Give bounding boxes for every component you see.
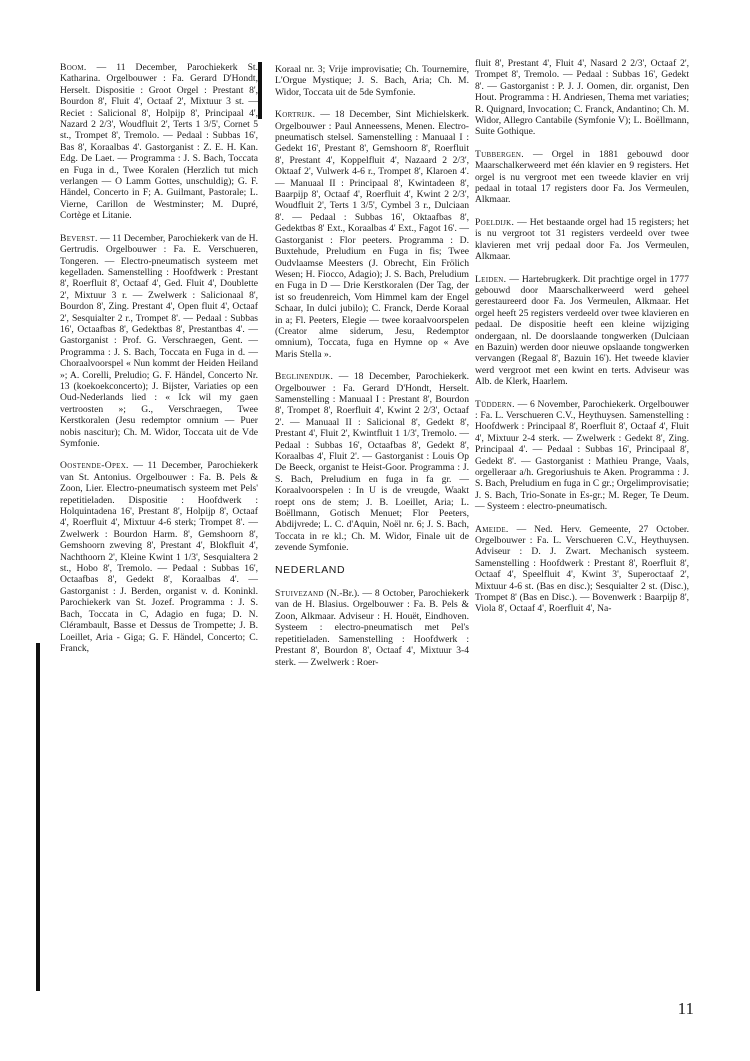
place-name: Beverst. — [60, 232, 98, 244]
place-name: Ameide. — [475, 523, 509, 535]
entry-leiden — [475, 274, 689, 388]
entry-text: — 11 December, Parochiekerk van St. Antonius. Orgelbouwer : Fa. B. Pels & Zoon, Lier. Electro-pneumatisch systeem met Pels' repetitieladen. Dispositie : Hoofdwerk : Holquintadena 16', Prestant 8', Holpijp 8', Octaaf 4', Roerfluit 4', Mixtuur 4-6 sterk; Trompet 8'. — Zwelwerk : Bourdon Harm. 8', Gemshoorn 8', Gemshoorn zweving 8', Prestant 4', Blokfluit 4', Nachthoorn 2', Kleine Kwint 1 1/3', Sesquialtera 2 st., Hobo 8', Tremolo. — Pedaal : Subbas 16', Octaafbas 8', Gedekt 8', Koraalbas 4'. — Gastorganist : J. Berden, organist v. d. Koninkl. Parochiekerk van St. Jozef. Programma : J. S. Bach, Toccata in C, Adagio en fuga; D. N. Clérambault, Basse et Dessus de Trompette; J. B. Loeillet, Aria - Giga; G. F. Händel, Concerto; C. Franck, — [60, 460, 258, 654]
entry-text: (N.-Br.). — 8 October, Parochiekerk van de H. Blasius. Orgelbouwer : Fa. B. Pels & Zoon, Alkmaar. Adviseur : H. Houët, Eindhoven. Systeem : electro-pneumatisch met Pel's repetitieladen. Samenstelling : Hoofdwerk : Prestant 8', Bourdon 8', Octaaf 4', Mixtuur 3-4 sterk. — Zwelwerk : Roer- — [275, 588, 469, 668]
column-2 — [275, 64, 469, 679]
place-name: Poeldijk. — [475, 216, 515, 228]
place-name: Leiden. — [475, 273, 507, 285]
entry-text: fluit 8', Prestant 4', Fluit 4', Nasard 2 2/3', Octaaf 2', Trompet 8', Tremolo. — Pedaal : Subbas 16', Gedekt 8'. — Gastorganist : P. J. J. Oomen, dir. organist, Den Hout. Programma : H. Andriesen, Thema met variaties; R. Quignard, Invocation; C. Franck, Andantino; Ch. M. Widor, Allegro Cantabile (Symfonie V); L. Boëllmann, Suite Gothique. — [475, 58, 689, 138]
column-1 — [60, 62, 258, 665]
entry-text: — Ned. Herv. Gemeente, 27 October. Orgelbouwer : Fa. L. Verschueren C.V., Heythuysen. Adviseur : D. J. Zwart. Mechanisch systeem. Samenstelling : Hoofdwerk : Prestant 8', Roerfluit 8', Octaaf 4', Speelfluit 4', Kwint 3', Superoctaaf 2', Mixtuur 4-6 st. (Bas en disc.); Sesquialter 2 st. (Disc.), Trompet 8' (Bas en Disc.). — Bovenwerk : Baarpijp 8', Viola 8', Octaaf 4', Roerfluit 4', Na- — [475, 523, 689, 615]
entry-poeldijk — [475, 217, 689, 263]
margin-rule — [258, 62, 262, 119]
entry-oostende-opex — [60, 460, 258, 654]
entry-continued — [475, 58, 689, 138]
page-number: 11 — [677, 999, 694, 1018]
entry-text: — Hartebrugkerk. Dit prachtige orgel in 1777 gebouwd door Maarschalkerweerd werd geheel gerestaureerd door Fa. Jos Vermeulen, Alkmaar. Het orgel heeft 25 registers verdeeld over twee klavieren en pedaal. De dispositie heeft een kleine wijziging ondergaan, nl. De doorslaande tongwerken (Dulciaan en Bazuin) werden door nieuwe opslaande tongwerken vervangen (Regaal 8', Bazuin 16'). Het tweede klavier werd vergroot met een kwint en terts. Adviseur was Alb. de Klerk, Haarlem. — [475, 273, 689, 388]
entry-stuivezand — [275, 588, 469, 668]
place-name: Oostende-Opex. — [60, 460, 129, 472]
entry-text: Koraal nr. 3; Vrije improvisatie; Ch. Tournemire, L'Orgue Mystique; J. S. Bach, Aria; Ch. M. Widor, Toccata uit de 5de Symfonie. — [275, 64, 469, 98]
entry-text: — Het bestaande orgel had 15 registers; het is nu vergroot tot 31 registers verdeeld over twee klavieren met vrij pedaal door Fa. Jos Vermeulen, Alkmaar. — [475, 216, 689, 263]
entry-text: — 11 December, Parochiekerk van de H. Gertrudis. Orgelbouwer : Fa. E. Verschueren, Tongeren. — Electro-pneumatisch systeem met kegelladen. Samenstelling : Hoofdwerk : Prestant 8', Roerfluit 8', Octaaf 4', Ged. Fluit 4', Doublette 2', Mixtuur 3 r. — Zwelwerk : Salicionaal 8', Bourdon 8', Zing. Prestant 4', Open fluit 4', Octaaf 2', Sesquialter 2 r., Trompet 8'. — Pedaal : Subbas 16', Octaafbas 8', Gedektbas 8', Prestantbas 4'. — Gastorganist : Prof. G. Verschraegen, Gent. — Programma : J. S. Bach, Toccata en Fuga in d. — Choraalvoorspel « Nun kommt der Heiden Heiland »; A. Corelli, Preludio; G. F. Händel, Concerto Nr. 13 (koekoekconcerto); J. Bijster, Variaties op een Oud-Nederlands lied : « Ick wil my gaen vertroosten »; G., Verschraegen, Twee Kerstkoralen (Jesu redemptor omnium — Puer nobis nascitur); Ch. M. Widor, Toccata uit de Vde Symfonie. — [60, 232, 258, 449]
column-3 — [475, 58, 689, 626]
place-name: Boom. — [60, 62, 87, 73]
entry-text: — 18 December, Parochiekerk. Orgelbouwer : Fa. Gerard D'Hondt, Herselt. Samenstelling : Manuaal I : Prestant 8', Bourdon 8', Trompet 8', Roerfluit 4', Kwint 2 2/3', Octaaf 2'. — Manuaal II : Salicional 8', Gedekt 8', Prestant 4', Fluit 2', Kwintfluit 1 1/3', Tremolo. — Pedaal : Subbas 16', Octaafbas 8', Gedekt 8', Koraalbas 4', Fluit 2'. — Gastorganist : Louis Op De Beeck, organist te Heist-Goor. Programma : J. S. Bach, Preludium en fuga in fa gr. — Koraalvoorspelen : In U is de vreugde, Waakt roept ons de stem; J. B. Loeillet, Aria; L. Boëllmann, Gotisch Menuet; Flor Peeters, Abdijvrede; L. C. d'Aquin, Noël nr. 6; J. S. Bach, Toccata in re kl.; Ch. M. Widor, Finale uit de zevende Symfonie. — [275, 371, 469, 554]
entry-kortrijk — [275, 109, 469, 360]
entry-text: — 6 November, Parochiekerk. Orgelbouwer : Fa. L. Verschueren C.V., Heythuysen. Samenstelling : Hoofdwerk : Principaal 8', Roerfluit 8', Octaaf 4', Fluit 4', Mixtuur 2-4 sterk. — Zwelwerk : Gedekt 8', Zing. Principaal 4'. — Pedaal : Subbas 16', Principaal 8', Gedekt 8'. — Gastorganist : Mathieu Prange, Vaals, orgelleraar a/h. Gregoriushuis te Aken. Programma : J. S. Bach, Preludium en fuga in C gr.; Orgelimprovisatie; J. S. Bach, Trio-Sonate in Es-gr.; M. Reger, Te Deum. — Systeem : electro-pneumatisch. — [475, 398, 689, 513]
entry-beglinendijk — [275, 371, 469, 554]
place-name: Tüddern. — [475, 398, 515, 410]
entry-boom — [60, 62, 258, 222]
entry-continued — [275, 64, 469, 98]
entry-text: — 11 December, Parochiekerk St. Katharina. Orgelbouwer : Fa. Gerard D'Hondt, Herselt. Dispositie : Groot Orgel : Prestant 8', Bourdon 8', Fluit 4', Octaaf 2', Mixtuur 3 st. — Reciet : Salicional 8', Holpijp 8', Principaal 4', Nazard 2 2/3', Woudfluit 2', Terts 1 3/5', Cornet 5 st., Trompet 8', Tremolo. — Pedaal : Subbas 16', Bas 8', Koraalbas 4'. Gastorganist : Z. E. H. Kan. Edg. De Laet. — Programma : J. S. Bach, Toccata en Fuga in d., Twee Koralen (Herzlich tut mich verlangen — O Lamm Gottes, unschuldig); G. F. Händel, Concerto in F; A. Guilmant, Pastorale; L. Vierne, Carillon de Westminster; M. Dupré, Cortège et Litanie. — [60, 62, 258, 222]
section-heading: NEDERLAND — [275, 563, 346, 576]
place-name: Tubbergen. — [475, 148, 524, 160]
entry-ameide — [475, 524, 689, 615]
place-name: Kortrijk. — [275, 109, 316, 121]
margin-rule — [36, 643, 40, 991]
entry-tubbergen — [475, 149, 689, 206]
entry-beverst — [60, 233, 258, 450]
entry-text: — 18 December, Sint Michielskerk. Orgelbouwer : Paul Anneessens, Menen. Electro-pneumatisch stelsel. Samenstelling : Manuaal I : Gedekt 16', Prestant 8', Gemshoorn 8', Roerfluit 8', Prestant 4', Koppelfluit 4', Nazaard 2 2/3', Oktaaf 2', Vulwerk 4-6 r., Trompet 8', Klaroen 4'. — Manuaal II : Principaal 8', Kwintadeen 8', Baarpijp 8', Octaaf 4', Roerfluit 4', Kwint 2 2/3', Woudfluit 2', Terts 1 3/5', Cymbel 3 r., Dulciaan 8'. — Pedaal : Subbas 16', Oktaafbas 8', Gedektbas 8' Ext., Koraalbas 4' Ext., Fagot 16'. — Gastorganist : Flor peeters. Programma : D. Buxtehude, Preludium en Fuga in fis; Twee Oudvlaamse Meesters (J. Obrecht, Ein Frölich Wesen; H. Fiocco, Adagio); J. S. Bach, Preludium en Fuga in D — Drie Kerstkoralen (Der Tag, der ist so freudenreich, Vom Himmel kam der Engel Schaar, In dulci jubilo); C. Franck, Derde Koraal in a; Fl. Peeters, Elegie — twee koraalvoorspelen (Creator alme siderum, Jesu, Redemptor omnium), Toccata, fuga en Hymne op « Ave Maris Stella ». — [275, 109, 469, 360]
place-name: Beglinendijk. — [275, 371, 334, 383]
entry-text: — Orgel in 1881 gebouwd door Maarschalkerweerd met één klavier en 9 registers. Het orgel is nu vergroot met een tweede klavier en vrij pedaal in totaal 17 registers door Fa. Jos Vermeulen, Alkmaar. — [475, 148, 689, 206]
entry-tuddern — [475, 399, 689, 513]
place-name: Stuivezand — [275, 588, 324, 600]
